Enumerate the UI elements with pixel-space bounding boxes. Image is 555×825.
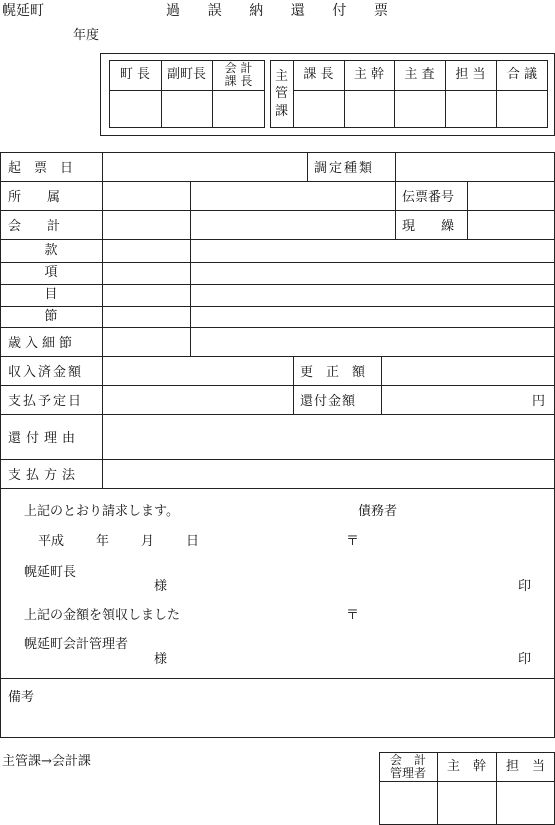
yen-unit: 円	[532, 394, 546, 409]
debtor-label: 債務者	[358, 504, 398, 519]
date-era: 平成	[38, 534, 65, 549]
accounting-manager-label: 幌延町会計管理者	[24, 637, 129, 652]
label-shiharai-yotei: 支払予定日	[8, 394, 84, 409]
footer-col-person-in-charge: 担 当	[505, 758, 545, 774]
date-day: 日	[186, 534, 200, 549]
footer-col-accounting-manager: 会 計 管理者	[389, 752, 426, 780]
label-kousei-gaku: 更 正 額	[300, 365, 366, 380]
approval-col-consultation: 合 議	[506, 67, 538, 83]
label-shozoku: 所 属	[8, 190, 61, 205]
approval-col-managing-section: 主 管 課	[274, 68, 288, 119]
label-shiharai-houhou: 支払方法	[8, 468, 81, 483]
footer-col-senior-staff: 主 幹	[446, 758, 486, 774]
label-setsu: 節	[44, 308, 58, 324]
postal-mark: 〒	[346, 534, 360, 549]
document-title	[166, 0, 388, 20]
approval-col-person-in-charge: 担 当	[455, 67, 486, 83]
fiscal-year-label: 年度	[73, 28, 100, 43]
approval-col-senior-staff: 主 幹	[353, 67, 385, 83]
approval-col-mayor: 町 長	[119, 67, 151, 83]
label-kaikei: 会 計	[8, 219, 61, 234]
sama-label: 様	[154, 579, 168, 594]
label-shunyu-zumi: 収入済金額	[8, 365, 84, 380]
received-statement: 上記の金額を領収しました	[24, 608, 181, 623]
title-char: 還	[290, 3, 305, 19]
mayor-label: 幌延町長	[24, 565, 77, 580]
label-kanpu-riyu: 還付理由	[8, 431, 81, 446]
approval-col-accounting-chief: 会 計 課 長	[224, 61, 253, 88]
seal-mark: 印	[518, 579, 532, 594]
sama-label: 様	[154, 652, 168, 667]
seal-mark: 印	[518, 652, 532, 667]
label-kou: 項	[44, 265, 58, 281]
label-denpyo-bango: 伝票番号	[402, 190, 455, 205]
label-kan: 款	[44, 242, 58, 258]
label-sainyu-saisetsu: 歳入細節	[8, 336, 77, 351]
town-name: 幌延町	[2, 3, 44, 19]
label-chotei-shurui: 調定種類	[314, 161, 375, 176]
label-moku: 目	[44, 287, 58, 303]
approval-col-deputy-mayor: 副町長	[166, 67, 206, 83]
title-char: 誤	[207, 3, 222, 19]
claim-statement: 上記のとおり請求します。	[24, 504, 179, 519]
routing-note: 主管課→会計課	[2, 754, 91, 769]
label-kiyou-bi: 起 票 日	[8, 161, 74, 176]
postal-mark: 〒	[346, 608, 360, 623]
date-year: 年	[96, 534, 110, 549]
title-char: 納	[249, 3, 264, 19]
title-char: 過	[166, 3, 180, 19]
title-char: 票	[373, 3, 388, 19]
title-char: 付	[332, 3, 347, 19]
remarks-label: 備考	[8, 690, 35, 705]
label-genkuri: 現 繰	[402, 219, 455, 234]
label-kanpu-kingaku: 還付金額	[300, 394, 357, 409]
date-month: 月	[141, 534, 155, 549]
approval-col-inspector: 主 査	[404, 67, 435, 83]
approval-col-section-chief: 課 長	[303, 67, 334, 83]
